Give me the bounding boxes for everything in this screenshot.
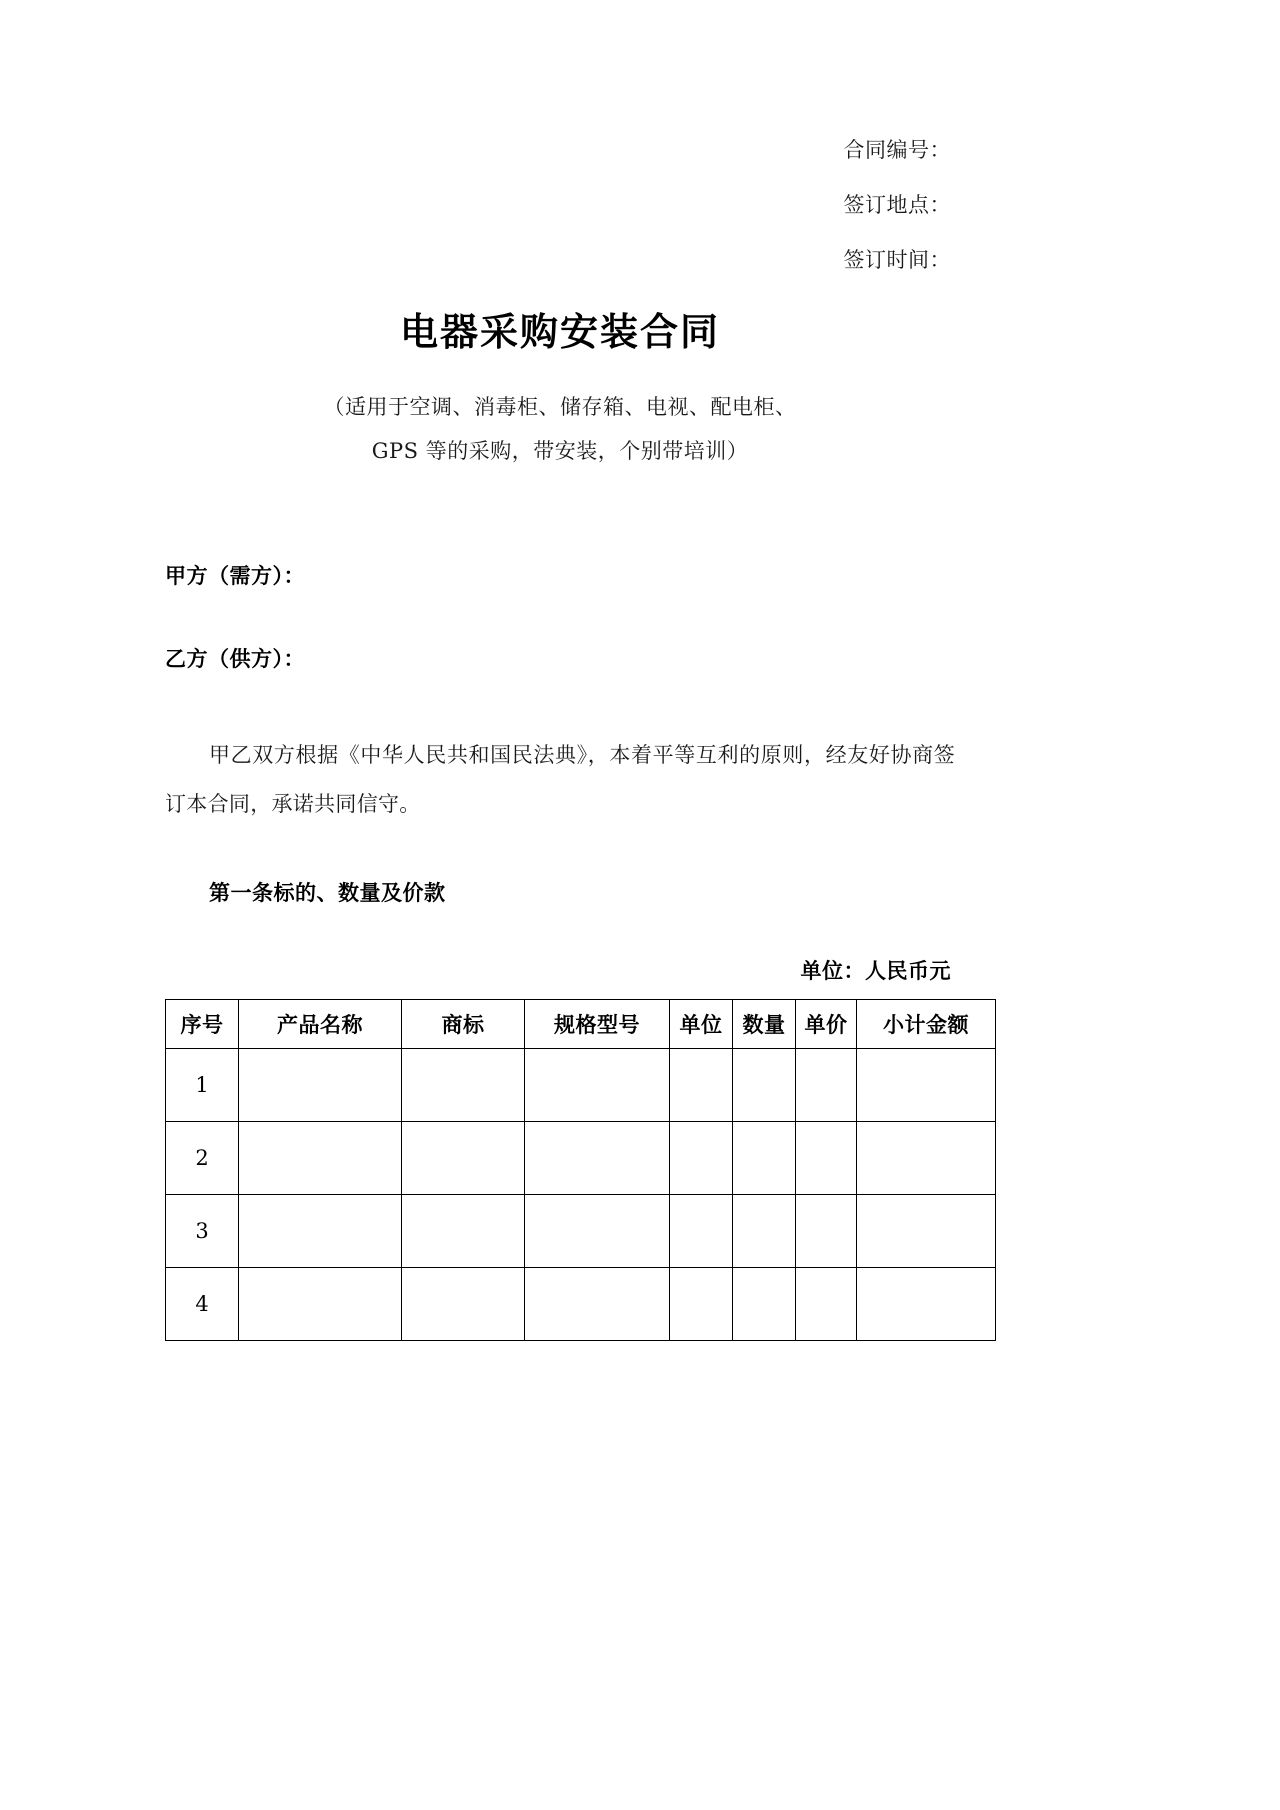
- cell-product[interactable]: [239, 1195, 402, 1268]
- subtitle-line-2: GPS 等的采购，带安装，个别带培训）: [371, 438, 749, 463]
- column-header-index: 序号: [166, 1000, 239, 1049]
- cell-amount[interactable]: [857, 1122, 996, 1195]
- goods-table-header: [166, 1000, 996, 1049]
- cell-brand[interactable]: [402, 1049, 525, 1122]
- column-header-qty: 数量: [733, 1000, 796, 1049]
- cell-index: 2: [166, 1122, 239, 1195]
- table-row: [166, 1049, 996, 1122]
- cell-price[interactable]: [796, 1049, 857, 1122]
- contract-meta-block: [165, 0, 955, 271]
- cell-price[interactable]: [796, 1122, 857, 1195]
- document-content: [165, 0, 969, 1341]
- goods-table-body: [166, 1049, 996, 1341]
- column-header-brand: 商标: [402, 1000, 525, 1049]
- table-header-row: [166, 1000, 996, 1049]
- contract-number-label: 合同编号：: [843, 138, 951, 162]
- currency-unit-note: 单位：人民币元: [800, 958, 951, 984]
- cell-unit[interactable]: [670, 1049, 733, 1122]
- cell-spec[interactable]: [525, 1195, 670, 1268]
- cell-amount[interactable]: [857, 1268, 996, 1341]
- cell-index: 4: [166, 1268, 239, 1341]
- cell-index: 1: [166, 1049, 239, 1122]
- table-row: [166, 1268, 996, 1341]
- cell-product[interactable]: [239, 1268, 402, 1341]
- cell-index: 3: [166, 1195, 239, 1268]
- cell-price[interactable]: [796, 1195, 857, 1268]
- cell-spec[interactable]: [525, 1122, 670, 1195]
- cell-spec[interactable]: [525, 1049, 670, 1122]
- cell-product[interactable]: [239, 1049, 402, 1122]
- column-header-amount: 小计金额: [857, 1000, 996, 1049]
- document-subtitle: [165, 385, 955, 473]
- cell-spec[interactable]: [525, 1268, 670, 1341]
- column-header-unit: 单位: [670, 1000, 733, 1049]
- cell-unit[interactable]: [670, 1122, 733, 1195]
- cell-price[interactable]: [796, 1268, 857, 1341]
- cell-amount[interactable]: [857, 1195, 996, 1268]
- cell-unit[interactable]: [670, 1268, 733, 1341]
- parties-section: [165, 562, 955, 671]
- cell-product[interactable]: [239, 1122, 402, 1195]
- table-row: [166, 1122, 996, 1195]
- cell-qty[interactable]: [733, 1268, 796, 1341]
- preamble-paragraph: 甲乙双方根据《中华人民共和国民法典》，本着平等互利的原则，经友好协商签订本合同，承诺共同信守。: [165, 742, 955, 817]
- cell-amount[interactable]: [857, 1049, 996, 1122]
- cell-qty[interactable]: [733, 1049, 796, 1122]
- table-row: [166, 1195, 996, 1268]
- page-title: 电器采购安装合同: [399, 309, 720, 354]
- subtitle-line-1: （适用于空调、消毒柜、储存箱、电视、配电柜、: [323, 394, 797, 419]
- party-a-label: 甲方（需方）：: [165, 562, 305, 588]
- cell-qty[interactable]: [733, 1195, 796, 1268]
- signing-place-label: 签订地点：: [843, 193, 951, 217]
- cell-brand[interactable]: [402, 1122, 525, 1195]
- column-header-product: 产品名称: [239, 1000, 402, 1049]
- clause-one-heading: 第一条标的、数量及价款: [209, 880, 446, 906]
- goods-table: [165, 999, 996, 1341]
- cell-qty[interactable]: [733, 1122, 796, 1195]
- column-header-price: 单价: [796, 1000, 857, 1049]
- cell-brand[interactable]: [402, 1195, 525, 1268]
- party-b-label: 乙方（供方）：: [165, 645, 305, 671]
- column-header-spec: 规格型号: [525, 1000, 670, 1049]
- signing-date-label: 签订时间：: [843, 248, 951, 272]
- cell-unit[interactable]: [670, 1195, 733, 1268]
- cell-brand[interactable]: [402, 1268, 525, 1341]
